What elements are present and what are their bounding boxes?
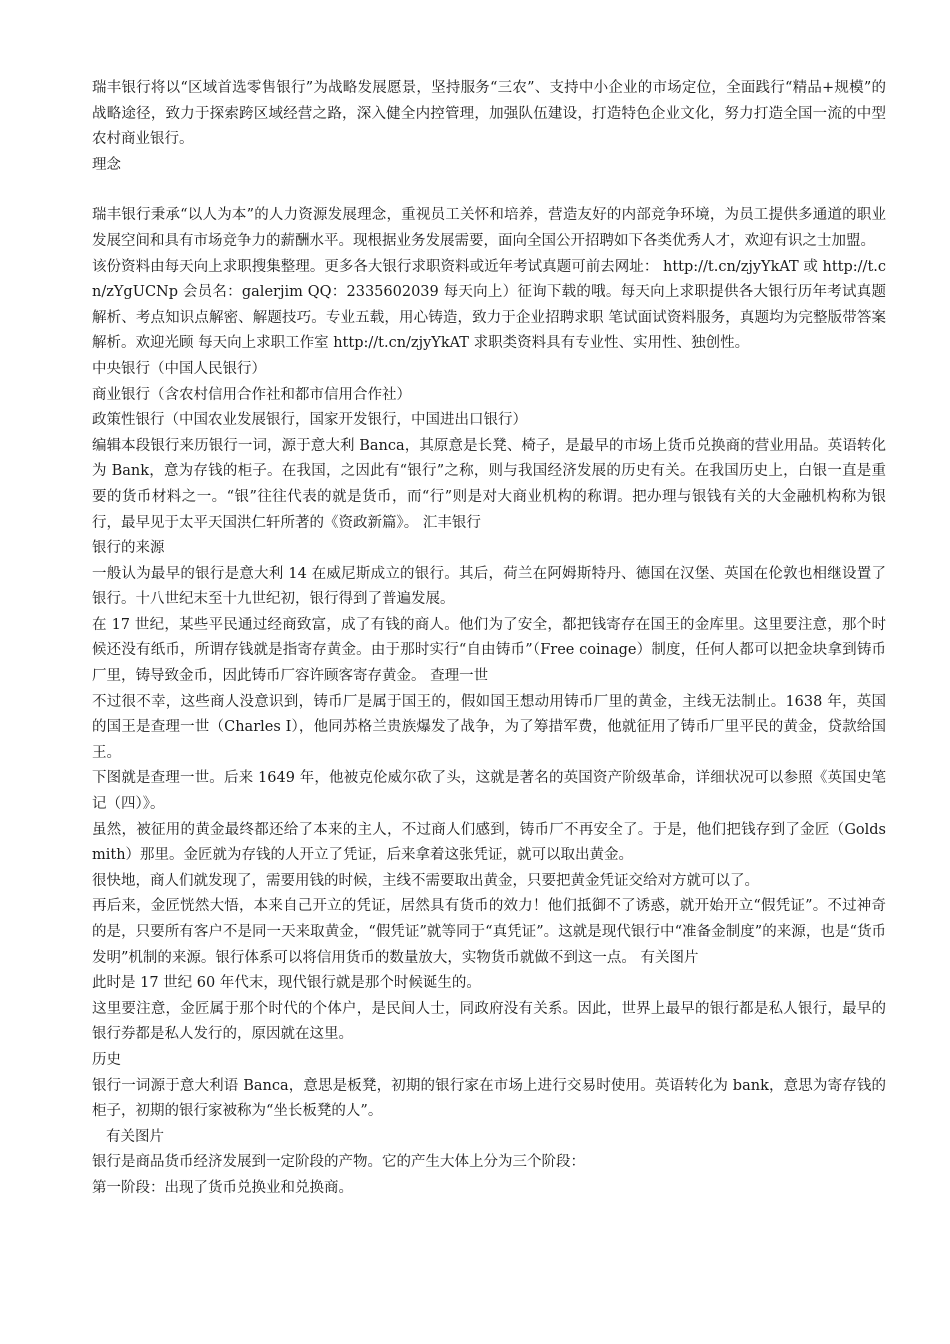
paragraph-modern-bank-birth: 此时是 17 世纪 60 年代末，现代银行就是那个时候诞生的。 [92,975,481,992]
paragraph-source-note: 该份资料由每天向上求职搜集整理。更多各大银行求职资料或近年考试真题可前去网址： http://t.cn/zjyYkAT 或 http://t.cn/zYgUCNp 会员名：galerjim QQ：2335602039 每天向上）征询下载的哦。每天向上求职提供各大银行历年考试真题解析、考点知识点解密、解题技巧。专业五载，用心铸造，致力于企业招聘求职 笔试面试资料服务，真题均为完整版带答案解析。欢迎光顾 每天向上求职工作室 http://t.cn/zjyYkAT 求职类资料具有专业性、实用性、独创性。 [92,258,886,352]
list-item-central-bank: 中央银行（中国人民银行） [92,360,266,377]
image-caption: 有关图片 [106,1128,164,1145]
paragraph-fake-certificate: 再后来，金匠恍然大悟，本来自己开立的凭证，居然具有货币的效力！他们抵御不了诱惑，就开始开立“假凭证”。不过神奇的是，只要所有客户不是同一天来取黄金，“假凭证”就等同于“真凭证”。这就是现代银行中“准备金制度”的来源，也是“货币发明”机制的来源。银行体系可以将信用货币的数量放大，实物货币就做不到这一点。 有关图片 [92,898,886,966]
paragraph-stage-one: 第一阶段：出现了货币兑换业和兑换商。 [92,1179,353,1196]
heading-philosophy: 理念 [92,156,121,173]
blank-line [92,178,886,203]
paragraph-earliest-bank: 一般认为最早的银行是意大利 14 在威尼斯成立的银行。其后，荷兰在阿姆斯特丹、德国在汉堡、英国在伦敦也相继设置了银行。十八世纪末至十九世纪初，银行得到了普遍发展。 [92,565,886,608]
paragraph-revolution: 下图就是查理一世。后来 1649 年，他被克伦威尔砍了头，这就是著名的英国资产阶级革命，详细状况可以参照《英国史笔记（四）》。 [92,770,886,813]
paragraph-private-banks: 这里要注意，金匠属于那个时代的个体户，是民间人士，同政府没有关系。因此，世界上最早的银行都是私人银行，最早的银行券都是私人发行的，原因就在这里。 [92,1000,886,1043]
paragraph-goldsmith: 虽然，被征用的黄金最终都还给了本来的主人，不过商人们感到，铸币厂不再安全了。于是，他们把钱存到了金匠（Goldsmith）那里。金匠就为存钱的人开立了凭证，后来拿着这张凭证，就可以取出黄金。 [92,821,886,864]
paragraph-banca: 银行一词源于意大利语 Banca，意思是板凳，初期的银行家在市场上进行交易时使用。英语转化为 bank，意思为寄存钱的柜子，初期的银行家被称为“坐长板凳的人”。 [92,1077,886,1120]
paragraph-bank-etymology: 编辑本段银行来历银行一词，源于意大利 Banca，其原意是长凳、椅子，是最早的市场上货币兑换商的营业用品。英语转化为 Bank，意为存钱的柜子。在我国，之因此有“银行”之称，则与我国经济发展的历史有关。在我国历史上，白银一直是重要的货币材料之一。“银”往往代表的就是货币，而“行”则是对大商业机构的称谓。把办理与银钱有关的大金融机构称为银行，最早见于太平天国洪仁轩所著的《资政新篇》。 汇丰银行 [92,437,886,531]
heading-history: 历史 [92,1051,121,1068]
paragraph-certificate: 很快地，商人们就发现了，需要用钱的时候，主线不需要取出黄金，只要把黄金凭证交给对方就可以了。 [92,872,759,889]
paragraph-hr-philosophy: 瑞丰银行秉承“以人为本”的人力资源发展理念，重视员工关怀和培养，营造友好的内部竞争环境，为员工提供多通道的职业发展空间和具有市场竞争力的薪酬水平。现根据业务发展需要，面向全国公开招聘如下各类优秀人才，欢迎有识之士加盟。 [92,207,886,249]
list-item-commercial-bank: 商业银行（含农村信用合作社和都市信用合作社） [92,386,411,403]
paragraph-strategy: 瑞丰银行将以“区域首选零售银行”为战略发展愿景，坚持服务“三农”、支持中小企业的市场定位，全面践行“精品+规模”的战略途径，致力于探索跨区域经营之路，深入健全内控管理，加强队伍建设，打造特色企业文化，努力打造全国一流的中型农村商业银行。 [92,80,886,148]
paragraph-charles-i: 不过很不幸，这些商人没意识到，铸币厂是属于国王的，假如国王想动用铸币厂里的黄金，主线无法制止。1638 年，英国的国王是查理一世（Charles I），他同苏格兰贵族爆发了战争，为了筹措军费，他就征用了铸币厂里平民的黄金，贷款给国王。 [92,693,886,761]
paragraph-17th-century: 在 17 世纪，某些平民通过经商致富，成了有钱的商人。他们为了安全，都把钱寄存在国王的金库里。这里要注意，那个时候还没有纸币，所谓存钱就是指寄存黄金。由于那时实行“自由铸币”（Free coinage）制度，任何人都可以把金块拿到铸币厂里，铸导致金币，因此铸币厂容许顾客寄存黄金。 查理一世 [92,616,886,685]
heading-bank-origin: 银行的来源 [92,540,165,557]
list-item-policy-bank: 政策性银行（中国农业发展银行，国家开发银行，中国进出口银行） [92,412,527,429]
paragraph-three-stages: 银行是商品货币经济发展到一定阶段的产物。它的产生大体上分为三个阶段： [92,1154,585,1171]
